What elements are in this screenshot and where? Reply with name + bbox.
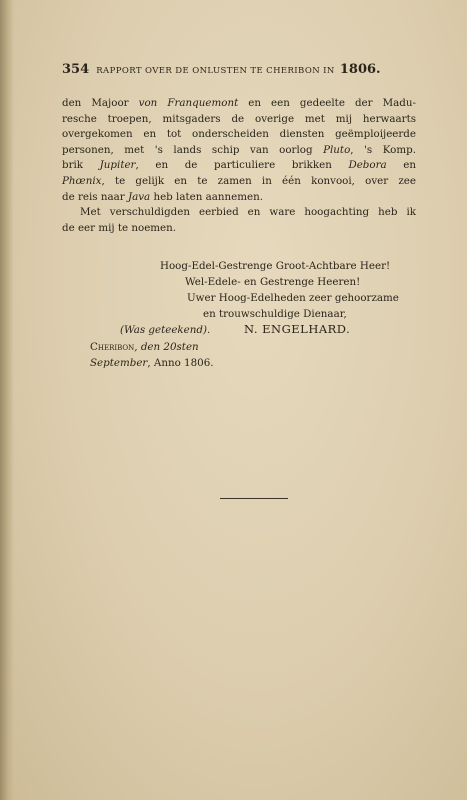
running-title: RAPPORT OVER DE ONLUSTEN TE CHERIBON IN xyxy=(96,66,335,76)
text-line: brik Jupiter, en de particuliere brikken Debora en xyxy=(62,159,416,172)
place-date: Cheribon, den 20sten xyxy=(90,341,199,353)
text-line: overgekomen en tot onderscheiden diensten geëmploijeerde xyxy=(62,128,416,141)
body-text xyxy=(62,96,416,236)
header-year: 1806. xyxy=(339,62,381,77)
page-number: 354 xyxy=(62,62,90,77)
end-rule xyxy=(220,498,288,499)
signed-note: (Was geteekend). xyxy=(120,324,211,336)
text-line: de reis naar Java heb laten aannemen. xyxy=(62,190,264,203)
salutation-1: Hoog-Edel-Gestrenge Groot-Achtbare Heer! xyxy=(160,260,391,272)
page-gutter xyxy=(0,0,14,800)
text-line: resche troepen, mitsgaders de overige met mij herwaarts xyxy=(62,112,416,125)
salutation-2: Wel-Edele- en Gestrenge Heeren! xyxy=(185,276,361,288)
running-header xyxy=(62,62,402,77)
text-line: Phœnix, te gelijk en te zamen in één konvooi, over zee xyxy=(62,174,416,187)
closing-line-4: en trouwschuldige Dienaar, xyxy=(203,308,347,320)
signatory-name: N. ENGELHARD. xyxy=(244,322,351,336)
text-line: personen, met 's lands schip van oorlog Pluto, 's Komp. xyxy=(62,143,416,156)
text-line: den Majoor von Franquemont en een gedeelte der Madu- xyxy=(62,97,417,109)
text-line: Met verschuldigden eerbied en ware hoogachting heb ik xyxy=(80,206,416,219)
closing-line-3: Uwer Hoog-Edelheden zeer gehoorzame xyxy=(187,292,399,304)
text-line: de eer mij te noemen. xyxy=(62,221,177,234)
date-line: September, Anno 1806. xyxy=(90,357,214,369)
